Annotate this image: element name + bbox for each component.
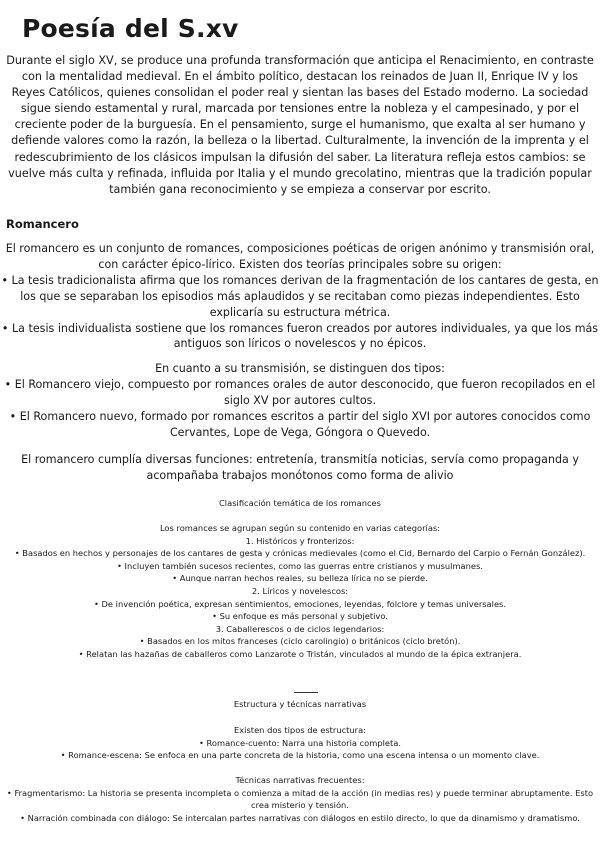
list-item: • Romance-cuento: Narra una historia completa. — [199, 737, 401, 748]
list-item: • Relatan las hazañas de caballeros como Lanzarote o Tristán, vinculados al mundo de la épica extranjera. — [78, 648, 522, 659]
definition-text: El romancero es un conjunto de romances, composiciones poéticas de origen anónimo y transmisión oral, con carácter épico-lírico. Existen dos teorías principales sobre su origen: — [5, 242, 595, 271]
page-title: Poesía del S.xv — [22, 14, 239, 43]
classification-list — [0, 522, 600, 661]
structure-types — [0, 724, 600, 762]
romancero-transmission — [0, 361, 600, 441]
transmission-text: En cuanto a su transmisión, se distinguen dos tipos: — [155, 362, 445, 375]
category-heading: 1. Históricos y fronterizos: — [245, 535, 355, 546]
list-item: • Fragmentarismo: La historia se presenta incompleta o comienza a mitad de la acción (in medias res) y puede terminar abruptamente. Esto crea misterio y tensión. — [6, 787, 594, 811]
list-item: • Romance-escena: Se enfoca en una parte concreta de la historia, como una escena intensa o un momento clave. — [60, 750, 540, 761]
list-item: • Incluyen también sucesos recientes, como las guerras entre cristianos y musulmanes. — [117, 560, 483, 571]
list-item: • Basados en los mitos franceses (ciclo carolingio) o británicos (ciclo bretón). — [139, 636, 461, 647]
types-intro: Existen dos tipos de estructura: — [234, 725, 366, 735]
structure-title: Estructura y técnicas narrativas — [233, 699, 367, 709]
list-item: • La tesis individualista sostiene que los romances fueron creados por autores individuales, ya que los más antiguos son líricos o novelescos y no épicos. — [1, 321, 599, 351]
classification-title: Clasificación temática de los romances — [219, 498, 381, 508]
category-heading: 2. Líricos y novelescos: — [251, 585, 349, 596]
list-item: • La tesis tradicionalista afirma que los romances derivan de la fragmentación de los cantares de gesta, en los que se separaban los episodios más aplaudidos y se recitaban como piezas independientes. Esto explicaría su estructura métrica. — [1, 273, 599, 319]
list-item: • Su enfoque es más personal y subjetivo. — [212, 611, 388, 622]
techniques-intro: Técnicas narrativas frecuentes: — [235, 775, 365, 785]
intro-paragraph: Durante el siglo XV, se produce una profunda transformación que anticipa el Renacimiento, en contraste con la mentalidad medieval. En el ámbito político, destacan los reinados de Juan II, Enrique IV y los Reyes Católicos, quienes consolidan el poder real y sientan las bases del Estado moderno. La sociedad sigue siendo estamental y rural, marcada por tensiones entre la nobleza y el campesinado, y por el creciente poder de la burguesía. En el pensamiento, surge el humanismo, que exalta al ser humano y defiende valores como la razón, la belleza o la libertad. Culturalmente, la invención de la imprenta y el redescubrimiento de los clásicos impulsan la difusión del saber. La literatura refleja estos cambios: se vuelve más culta y refinada, influida por Italia y el mundo grecolatino, mientras que la tradición popular también gana reconocimiento y se empieza a conservar por escrito. — [6, 54, 594, 196]
romancero-functions: El romancero cumplía diversas funciones: entretenía, transmitía noticias, servía como propaganda y acompañaba trabajos monótonos como forma de alivio — [21, 453, 579, 482]
section-divider — [294, 692, 318, 693]
structure-techniques — [0, 774, 600, 824]
category-heading: 3. Caballerescos o de ciclos legendarios: — [215, 623, 385, 634]
romancero-definition — [0, 241, 600, 352]
list-item: • El Romancero nuevo, formado por romances escritos a partir del siglo XVI por autores conocidos como Cervantes, Lope de Vega, Góngora o Quevedo. — [9, 409, 591, 439]
romancero-heading: Romancero — [6, 217, 79, 231]
list-item: • Narración combinada con diálogo: Se intercalan partes narrativas con diálogos en estilo directo, lo que da dinamismo y dramatismo. — [20, 812, 580, 823]
classification-intro: Los romances se agrupan según su contenido en varias categorías: — [159, 523, 441, 533]
list-item: • El Romancero viejo, compuesto por romances orales de autor desconocido, que fueron recopilados en el siglo XV por autores cultos. — [4, 377, 596, 407]
list-item: • De invención poética, expresan sentimientos, emociones, leyendas, folclore y temas universales. — [93, 598, 507, 609]
list-item: • Basados en hechos y personajes de los cantares de gesta y crónicas medievales (como el Cid, Bernardo del Carpio o Fernán González). — [14, 548, 586, 559]
list-item: • Aunque narran hechos reales, su belleza lírica no se pierde. — [172, 573, 428, 584]
